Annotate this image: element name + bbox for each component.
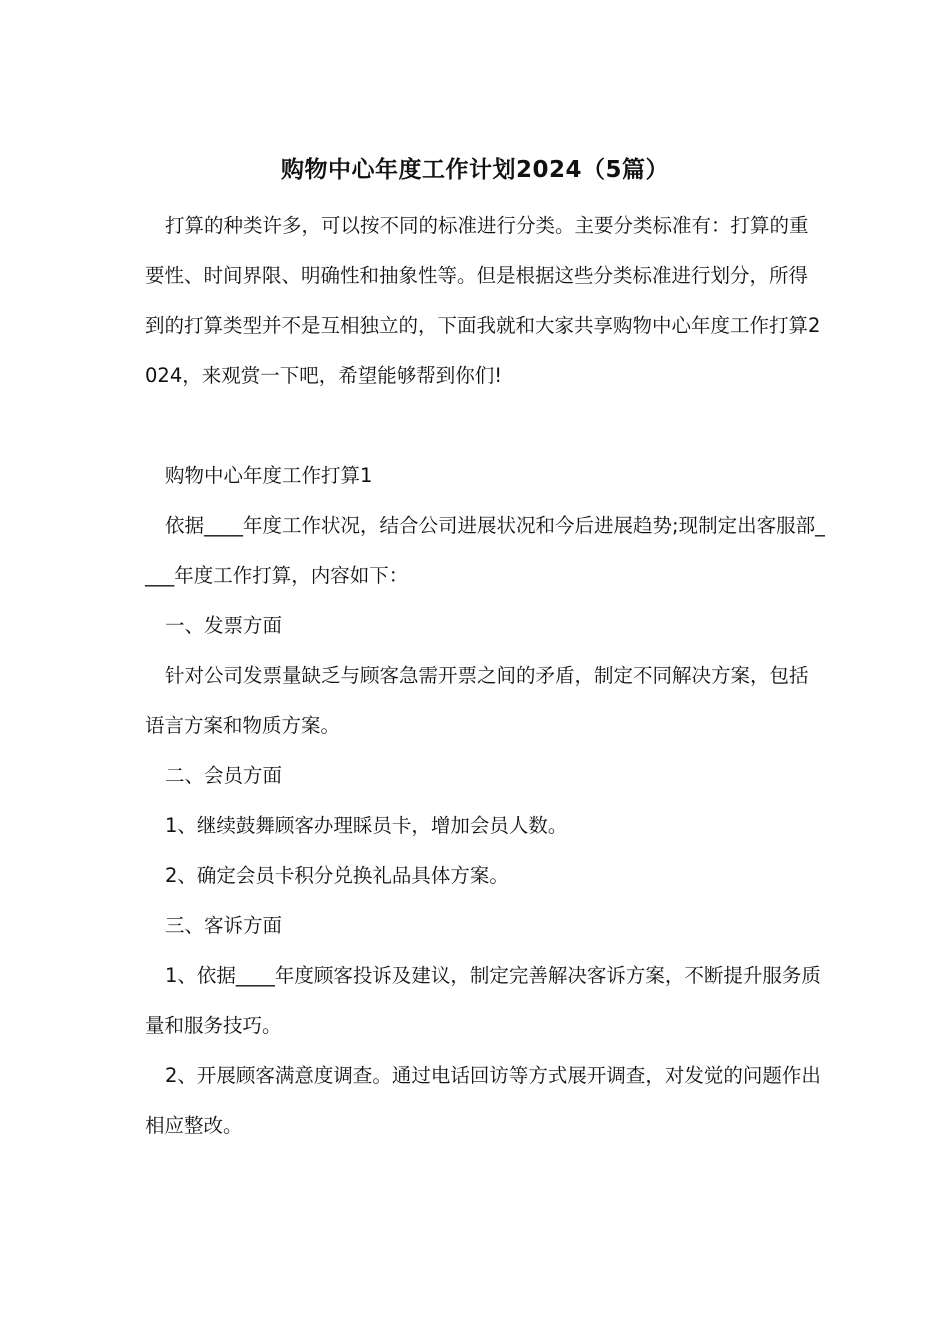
list-item: 1、继续鼓舞顾客办理睬员卡，增加会员人数。	[165, 814, 568, 837]
body-paragraph: 依据____年度工作状况，结合公司进展状况和今后进展趋势;现制定出客服部____年度工作打算，内容如下：	[145, 514, 825, 587]
list-item: 2、确定会员卡积分兑换礼品具体方案。	[165, 864, 509, 887]
intro-paragraph: 打算的种类许多，可以按不同的标准进行分类。主要分类标准有：打算的重要性、时间界限、明确性和抽象性等。但是根据这些分类标准进行划分，所得到的打算类型并不是互相独立的，下面我就和大家共享购物中心年度工作打算2024，来观赏一下吧，希望能够帮到你们!	[145, 214, 821, 387]
subsection-heading: 一、发票方面	[165, 614, 283, 637]
document-body	[145, 201, 825, 1151]
list-item: 2、开展顾客满意度调查。通过电话回访等方式展开调查，对发觉的问题作出相应整改。	[145, 1064, 821, 1137]
subsection-heading: 三、客诉方面	[165, 914, 283, 937]
paragraph-gap	[145, 401, 825, 451]
list-item: 1、依据____年度顾客投诉及建议，制定完善解决客诉方案，不断提升服务质量和服务技巧。	[145, 964, 821, 1037]
subsection-heading: 二、会员方面	[165, 764, 283, 787]
body-paragraph: 针对公司发票量缺乏与顾客急需开票之间的矛盾，制定不同解决方案，包括语言方案和物质方案。	[145, 664, 809, 737]
section-heading: 购物中心年度工作打算1	[165, 464, 373, 487]
document-title: 购物中心年度工作计划2024（5篇）	[280, 157, 670, 183]
